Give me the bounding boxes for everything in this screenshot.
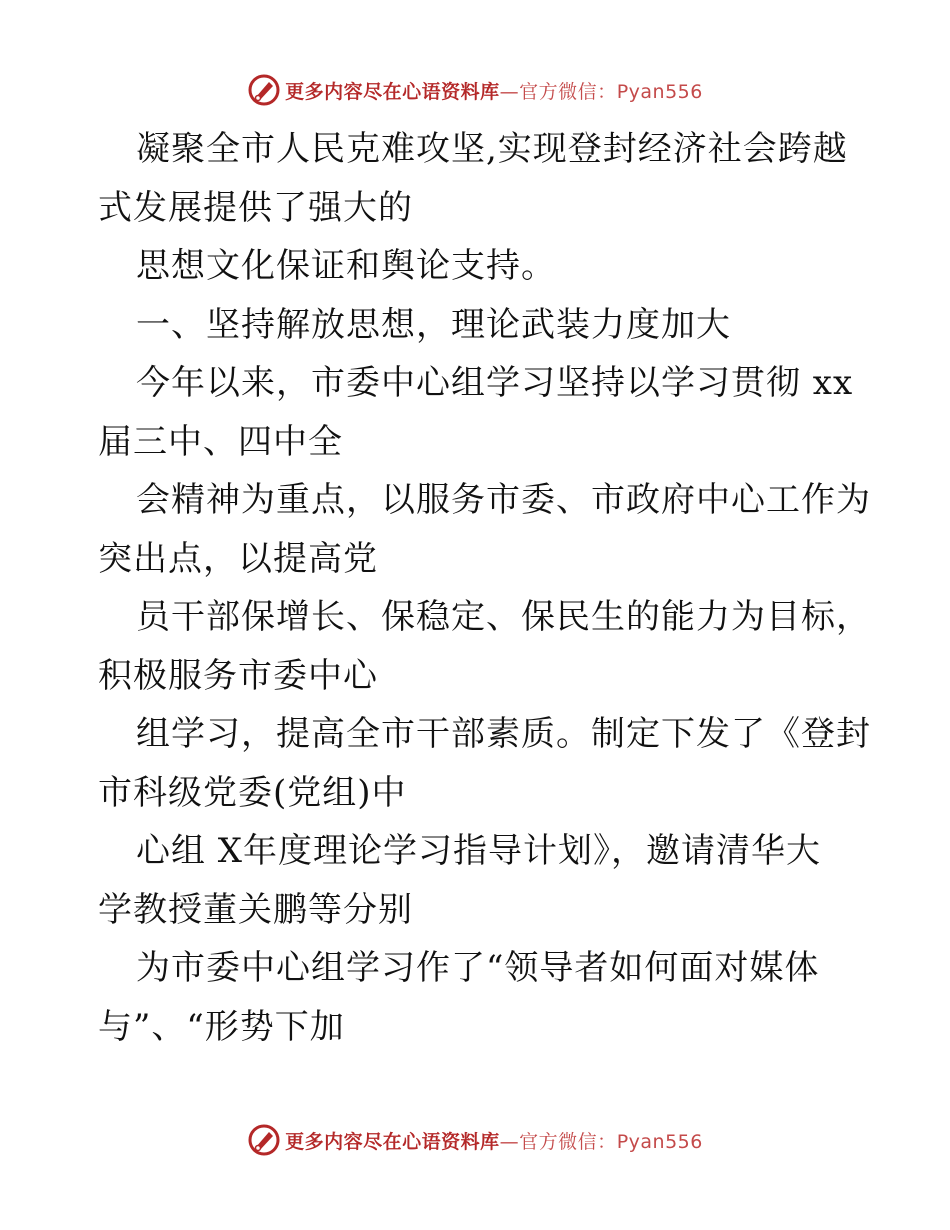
- paragraph-line: 思想文化保证和舆论支持。: [136, 246, 556, 286]
- paragraph-line: 届三中、四中全: [98, 421, 343, 462]
- watermark-id: Pyan556: [616, 1130, 703, 1153]
- paragraph-line: 与”、“形势下加: [98, 1006, 345, 1047]
- watermark-text: [285, 77, 703, 104]
- watermark-name: 更多内容尽在心语资料库: [285, 1130, 500, 1153]
- paragraph-line: 员干部保增长、保稳定、保民生的能力为目标，: [136, 597, 871, 637]
- watermark-dash: —: [499, 1130, 520, 1153]
- watermark-id: Pyan556: [616, 80, 703, 103]
- paragraph-line: 心组 X年度理论学习指导计划》，邀请清华大: [136, 831, 822, 871]
- footer-watermark: [0, 1118, 950, 1162]
- paragraph-line: 一、坚持解放思想，理论武装力度加大: [136, 304, 731, 345]
- paragraph-line: 市科级党委(党组)中: [98, 772, 407, 813]
- pen-seal-logo-icon: [247, 73, 281, 107]
- watermark-label: 官方微信：: [519, 80, 617, 103]
- paragraph-line: 今年以来，市委中心组学习坚持以学习贯彻 xx: [136, 363, 854, 403]
- watermark-text: [285, 1127, 703, 1154]
- pen-seal-logo-icon: [247, 1123, 281, 1157]
- watermark-name: 更多内容尽在心语资料库: [285, 80, 500, 103]
- paragraph-line: 会精神为重点，以服务市委、市政府中心工作为: [136, 480, 871, 520]
- paragraph-line: 式发展提供了强大的: [98, 187, 413, 228]
- header-watermark: [0, 68, 950, 112]
- paragraph-line: 突出点，以提高党: [98, 538, 378, 579]
- watermark-label: 官方微信：: [519, 1130, 617, 1153]
- watermark-dash: —: [499, 80, 520, 103]
- paragraph-line: 积极服务市委中心: [98, 655, 378, 696]
- paragraph-line: 凝聚全市人民克难攻坚,实现登封经济社会跨越: [136, 129, 848, 169]
- paragraph-line: 为市委中心组学习作了“领导者如何面对媒体: [136, 948, 820, 988]
- paragraph-line: 学教授董关鹏等分别: [98, 889, 413, 930]
- paragraph-line: 组学习，提高全市干部素质。制定下发了《登封: [136, 714, 871, 754]
- document-body: [98, 120, 871, 1056]
